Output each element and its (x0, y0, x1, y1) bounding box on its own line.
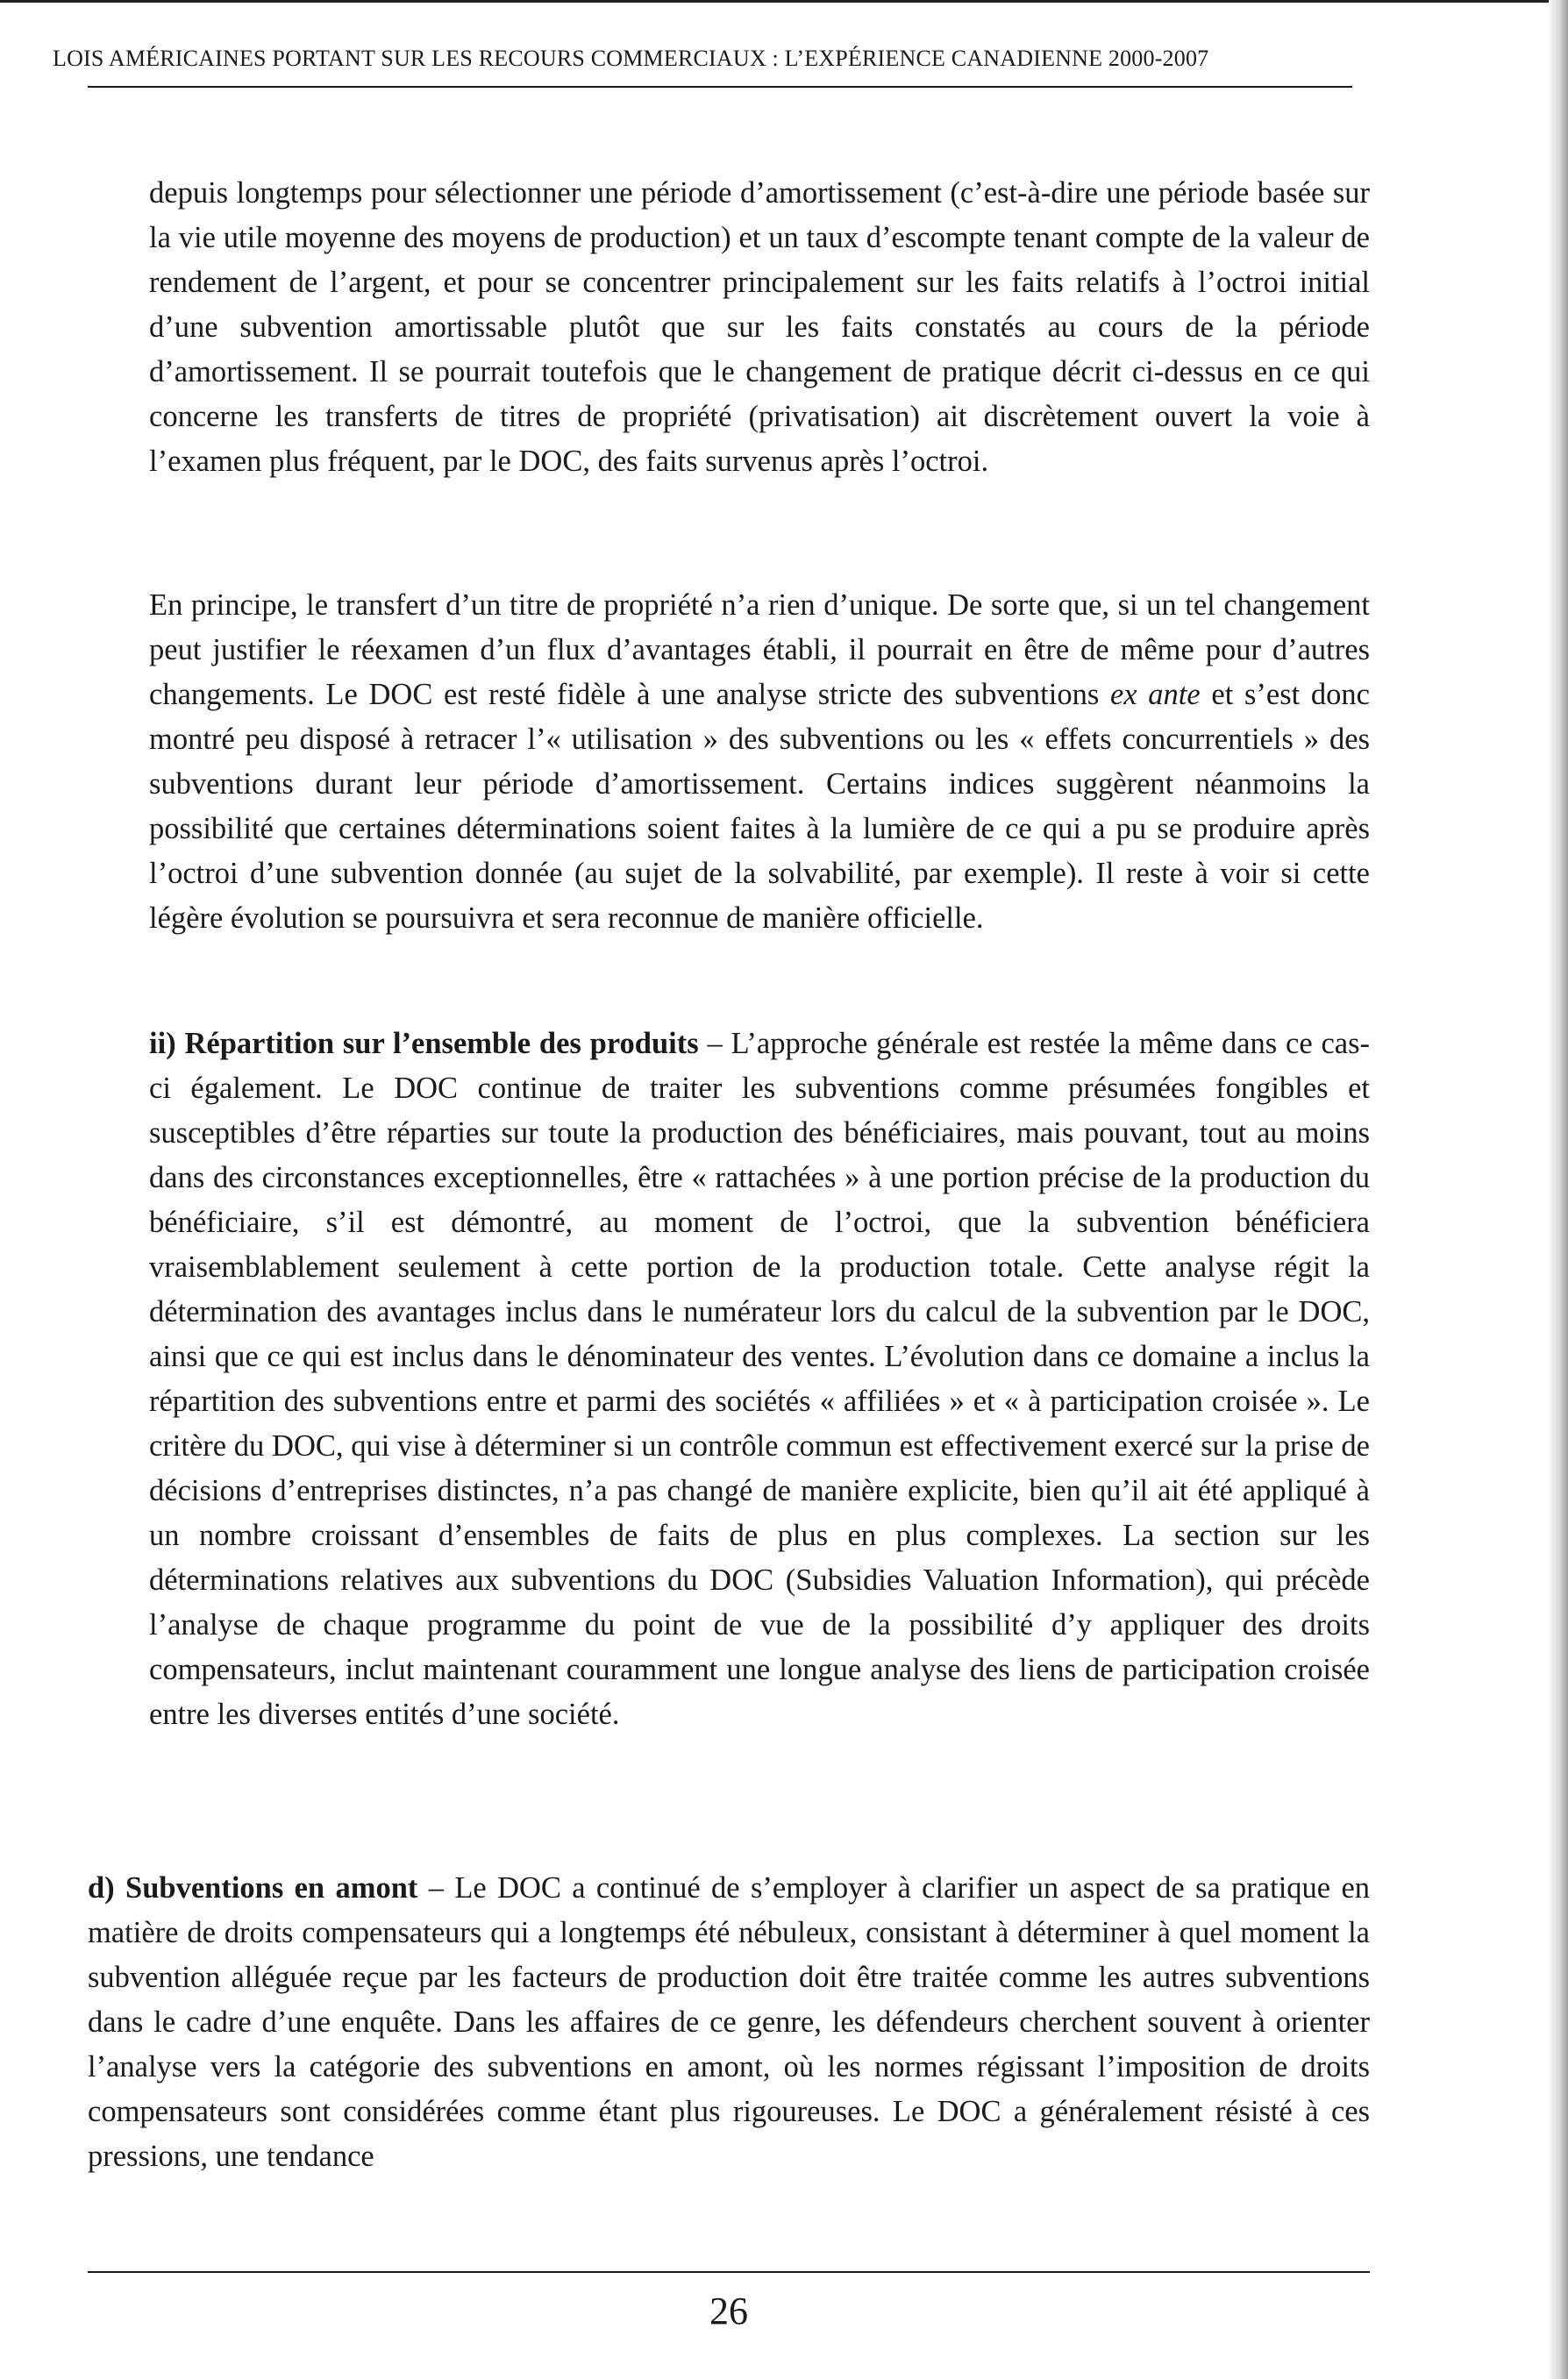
paragraph-text (88, 1866, 1370, 2179)
section-repartition-produits (149, 1022, 1370, 1737)
text-run: – L’approche générale est restée la même dans ce cas-ci également. Le DOC continue de traiter les subventions comme présumées fongibles et susceptibles d’être réparties sur toute la production des bénéficiaires, mais pouvant, tout au moins dans des circonstances exceptionnelles, être « rattachées » à une portion précise de la production du bénéficiaire, s’il est démontré, au moment de l’octroi, que la subvention bénéficiera vraisemblablement seulement à cette portion de la production totale. Cette analyse régit la détermination des avantages inclus dans le numérateur lors du calcul de la subvention par le DOC, ainsi que ce qui est inclus dans le dénominateur des ventes. L’évolution dans ce domaine a inclus la répartition des subventions entre et parmi des sociétés « affiliées » et « à participation croisée ». Le critère du DOC, qui vise à déterminer si un contrôle commun est effectivement exercé sur la prise de décisions d’entreprises distinctes, n’a pas changé de manière explicite, bien qu’il ait été appliqué à un nombre croissant d’ensembles de faits de plus en plus complexes. La section sur les déterminations relatives aux subventions du DOC (Subsidies Valuation Information), qui précède l’analyse de chaque programme du point de vue de la possibilité d’y appliquer des droits compensateurs, inclut maintenant couramment une longue analyse des liens de participation croisée entre les diverses entités d’une société. (149, 1027, 1370, 1731)
section-heading: ii) Répartition sur l’ensemble des produits (149, 1027, 699, 1060)
section-heading: d) Subventions en amont (88, 1871, 418, 1905)
page-top-edge (0, 0, 1568, 3)
italic-term: ex ante (1109, 678, 1201, 711)
text-run: – Le DOC a continué de s’employer à clarifier un aspect de sa pratique en matière de droits compensateurs qui a longtemps été nébuleux, consistant à déterminer à quel moment la subvention alléguée reçue par les facteurs de production doit être traitée comme les autres subventions dans le cadre d’une enquête. Dans les affaires de ce genre, les défendeurs cherchent souvent à orienter l’analyse vers la catégorie des subventions en amont, où les normes régissant l’imposition de droits compensateurs sont considérées comme étant plus rigoureuses. Le DOC a généralement résisté à ces pressions, une tendance (88, 1871, 1371, 2173)
page-number: 26 (709, 2290, 748, 2333)
running-header: LOIS AMÉRICAINES PORTANT SUR LES RECOURS COMMERCIAUX : L’EXPÉRIENCE CANADIENNE 2000-2007 (53, 46, 1209, 71)
text-run: En principe, le transfert d’un titre de propriété n’a rien d’unique. De sorte que, si un tel changement peut justifier le réexamen d’un flux d’avantages établi, il pourrait en être de même pour d’autres changements. Le DOC est resté fidèle à une analyse stricte des subventions (149, 588, 1370, 711)
paragraph-text (149, 583, 1370, 941)
paragraph-text (149, 1022, 1370, 1737)
section-subventions-amont (88, 1866, 1370, 2179)
text-run: et s’est donc montré peu disposé à retracer l’« utilisation » des subventions ou les « effets concurrentiels » des subventions durant leur période d’amortissement. Certains indices suggèrent néanmoins la possibilité que certaines déterminations soient faites à la lumière de ce qui a pu se produire après l’octroi d’une subvention donnée (au sujet de la solvabilité, par exemple). Il reste à voir si cette légère évolution se poursuivra et sera reconnue de manière officielle. (149, 678, 1370, 935)
paragraph-transfert-titre (149, 583, 1370, 941)
header-rule (88, 86, 1352, 88)
paragraph-text: depuis longtemps pour sélectionner une période d’amortissement (c’est-à-dire une période basée sur la vie utile moyenne des moyens de production) et un taux d’escompte tenant compte de la valeur de rendement de l’argent, et pour se concentrer principalement sur les faits relatifs à l’octroi initial d’une subvention amortissable plutôt que sur les faits constatés au cours de la période d’amortissement. Il se pourrait toutefois que le changement de pratique décrit ci-dessus en ce qui concerne les transferts de titres de propriété (privatisation) ait discrètement ouvert la voie à l’examen plus fréquent, par le DOC, des faits survenus après l’octroi. (149, 176, 1370, 478)
scan-right-edge (1549, 0, 1568, 2379)
footer-rule (88, 2271, 1370, 2273)
paragraph-amortissement (149, 171, 1370, 484)
